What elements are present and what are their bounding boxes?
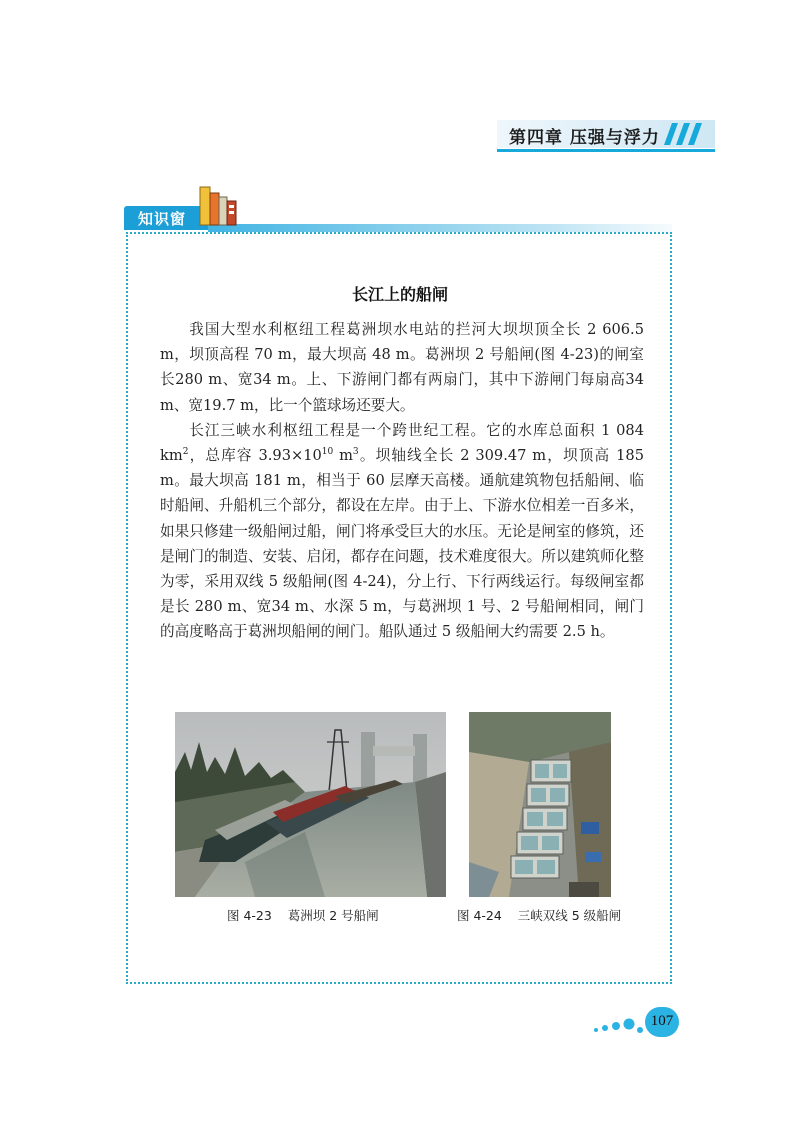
figure-caption: 图 4-24 三峡双线 5 级船闸 bbox=[457, 908, 622, 923]
books-icon bbox=[196, 183, 242, 227]
superscript: 10 bbox=[321, 447, 334, 458]
article-title: 长江上的船闸 bbox=[351, 285, 448, 304]
three-gorges-lock-photo bbox=[469, 712, 611, 897]
chapter-title: 第四章 压强与浮力 bbox=[509, 128, 660, 148]
paragraph-text: 。坝轴线全长 2 309.47 m，坝顶高 185 m。最大坝高 181 m，相当于 60 层摩天高楼。通航建筑物包括船闸、临时船闸、升船机三个部分，都设在左岸。由于上、下游水位相差一百多米，如果只修建一级船闸过船，闸门将承受巨大的水压。无论是闸室的修筑，还是闸门的制造、安装、启闭，都存在问题，技术难度很大。所以建筑师化整为零，采用双线 5 级船闸(图 4-24)，分上行、下行两线运行。每级闸室都是长 280 m、宽34 m、水深 5 m，与葛洲坝 1 号、2 号船闸相同，闸门的高度略高于葛洲坝船闸的闸门。船队通过 5 级船闸大约需要 2.5 h。 bbox=[160, 447, 644, 641]
paragraph-text: 长江三峡水利枢纽工程是一个跨世纪工程。它的水库总面积 1 084 km bbox=[160, 421, 644, 465]
page-number: 107 bbox=[650, 1013, 674, 1029]
knowledge-tab-label: 知识窗 bbox=[138, 210, 187, 228]
page-number-badge bbox=[645, 1007, 679, 1037]
paragraph bbox=[160, 418, 644, 645]
dots-decoration-icon bbox=[592, 1010, 648, 1036]
slash-decoration-icon bbox=[664, 123, 708, 145]
chapter-underline bbox=[497, 149, 715, 152]
paragraph-text: ，总库容 3.93×10 bbox=[188, 447, 322, 465]
figure-caption: 图 4-23 葛洲坝 2 号船闸 bbox=[227, 908, 379, 923]
paragraph-text: m bbox=[333, 447, 353, 465]
paragraph: 我国大型水利枢纽工程葛洲坝水电站的拦河大坝坝顶全长 2 606.5 m，坝顶高程 70 m，最大坝高 48 m。葛洲坝 2 号船闸(图 4-23)的闸室长280 m、宽34 m。上、下游闸门都有两扇门，其中下游闸门每扇高34 m、宽19.7 m，比一个篮球场还要大。 bbox=[160, 321, 644, 414]
article-body bbox=[160, 317, 644, 645]
superscript: 3 bbox=[352, 447, 359, 458]
knowledge-header-bar bbox=[208, 224, 672, 232]
chapter-header bbox=[497, 120, 715, 148]
superscript: 2 bbox=[182, 447, 189, 458]
gezhouba-lock-photo bbox=[175, 712, 446, 897]
